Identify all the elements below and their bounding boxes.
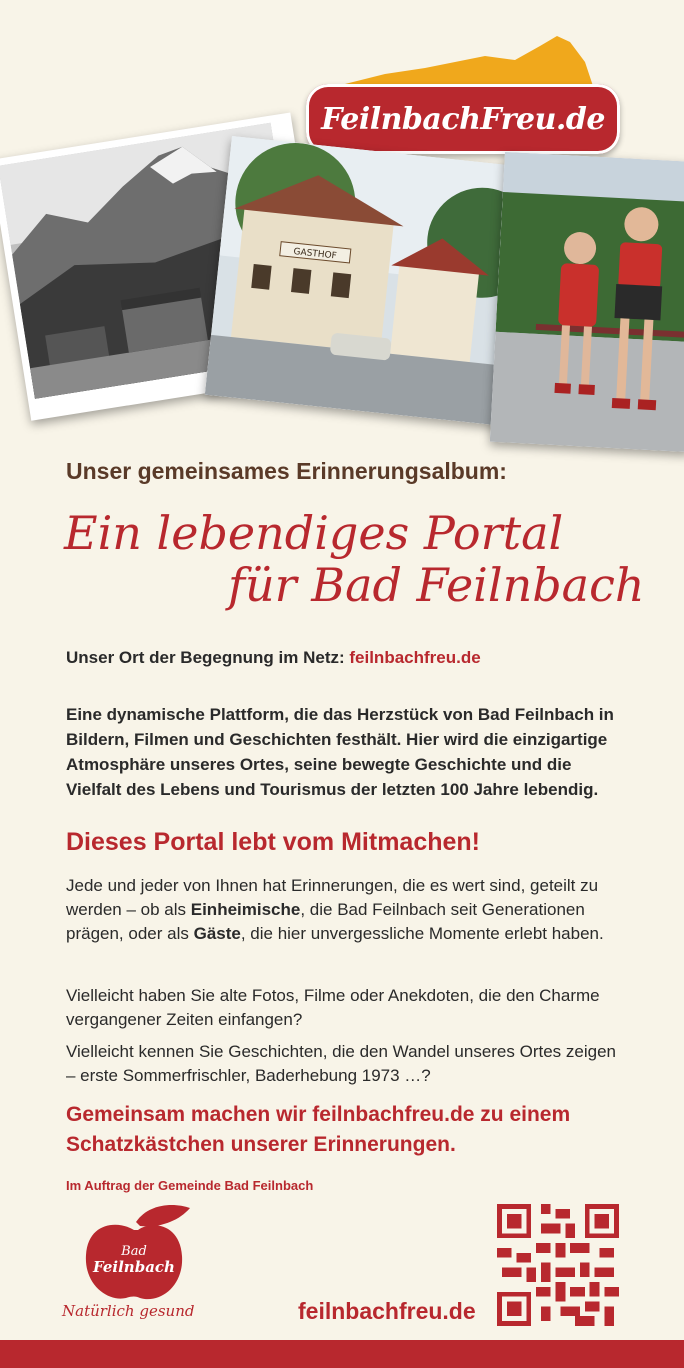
- paragraph-1-c: , die Bad Feilnbach seit Generationen prägen, oder als: [66, 900, 585, 943]
- paragraph-1-guests: Gäste: [193, 924, 241, 943]
- logo-mountain-icon: [345, 32, 595, 92]
- street-photo-sign: GASTHOF: [292, 247, 338, 262]
- intro-paragraph: Eine dynamische Plattform, die das Herzstück von Bad Feilnbach in Bildern, Filmen und Geschichten festhält. Hier wird die einzigartige Atmosphäre unseres Ortes, seine bewegte Geschichte und die Vielfalt des Lebens und Tourismus der letzten 100 Jahre lebendig.: [66, 705, 614, 799]
- net-link[interactable]: feilnbachfreu.de: [349, 648, 481, 667]
- paragraph-1-a: Jede und jeder von Ihnen hat Erinnerungen, die es wert sind, geteilt zu werden – ob als: [66, 876, 599, 919]
- commission-note: Im Auftrag der Gemeinde Bad Feilnbach: [66, 1178, 314, 1193]
- net-line: [66, 648, 481, 668]
- footer-bar: [0, 1340, 684, 1368]
- apple-logo-line-2: Feilnbach: [93, 1258, 175, 1276]
- call-to-action: Dieses Portal lebt vom Mitmachen!: [66, 828, 481, 856]
- paragraph-2: Vielleicht haben Sie alte Fotos, Filme oder Anekdoten, die den Charme vergangener Zeiten einfangen?: [66, 986, 600, 1029]
- apple-logo-line-1: Bad: [121, 1244, 147, 1259]
- apple-logo-icon: [78, 1200, 198, 1310]
- headline-line-1: Ein lebendiges Portal: [64, 506, 564, 560]
- slogan: Natürlich gesund: [62, 1302, 195, 1320]
- footer-url[interactable]: feilnbachfreu.de: [298, 1298, 476, 1324]
- children-photo: [490, 152, 684, 452]
- net-label: Unser Ort der Begegnung im Netz:: [66, 648, 350, 667]
- paragraph-1-locals: Einheimische: [190, 900, 301, 919]
- paragraph-1: [66, 874, 626, 946]
- paragraph-3: Vielleicht kennen Sie Geschichten, die den Wandel unseres Ortes zeigen – erste Sommerfrischler, Baderhebung 1973 …?: [66, 1042, 616, 1085]
- paragraph-1-e: , die hier unvergessliche Momente erlebt haben.: [240, 924, 604, 943]
- subtitle: Unser gemeinsames Erinnerungsalbum:: [66, 458, 507, 484]
- closing-statement: Gemeinsam machen wir feilnbachfreu.de zu einem Schatzkästchen unserer Erinnerungen.: [66, 1103, 571, 1156]
- headline-line-2: für Bad Feilnbach: [228, 558, 645, 612]
- logo-text: FeilnbachFreu.de: [321, 102, 605, 137]
- qr-code-icon[interactable]: [497, 1204, 619, 1326]
